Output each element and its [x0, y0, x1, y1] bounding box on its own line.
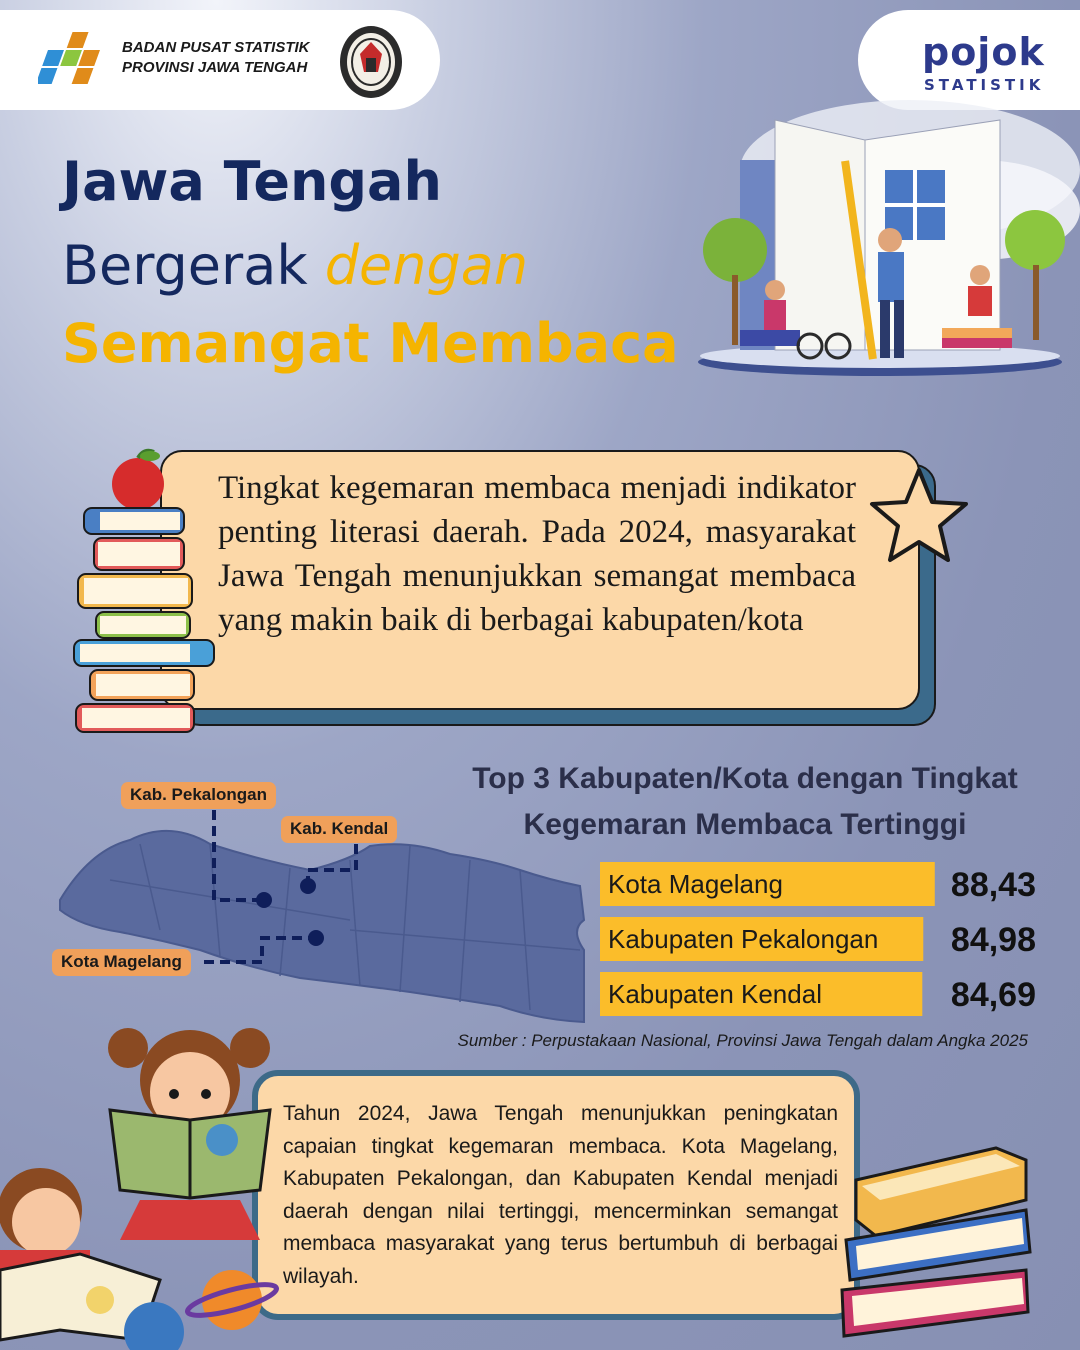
- intro-text: Tingkat kegemaran membaca menjadi indikator penting literasi daerah. Pada 2024, masyarakat Jawa Tengah menunjukkan semangat membaca yang makin baik di berbagai kabupaten/kota: [218, 470, 856, 638]
- summary-text: Tahun 2024, Jawa Tengah menunjukkan peningkatan capaian tingkat kegemaran membaca. Kota Magelang, Kabupaten Pekalongan, dan Kabupaten Kendal menjadi daerah dengan nilai tertinggi, mencerminkan semangat membaca masyarakat yang terus bertumbuh di berbagai wilayah.: [283, 1102, 838, 1288]
- title-line2-main: Bergerak: [62, 234, 325, 297]
- bar-value-label: 84,98: [950, 921, 1036, 959]
- title-line2-accent: dengan: [324, 234, 529, 297]
- org-name-line2: PROVINSI JAWA TENGAH: [122, 59, 308, 76]
- books-stack-icon: [70, 448, 220, 738]
- bar-value-label: 88,43: [950, 866, 1036, 904]
- page-title-line3: Semangat Membaca: [62, 312, 679, 375]
- books-stack-icon-right: [836, 1140, 1036, 1340]
- source-note: Sumber : Perpustakaan Nasional, Provinsi Jawa Tengah dalam Angka 2025: [457, 1031, 1028, 1050]
- page-title-line1: Jawa Tengah: [62, 150, 442, 213]
- map-label-magelang: Kota Magelang: [52, 949, 191, 976]
- brand-subtitle: STATISTIK: [924, 76, 1045, 94]
- org-name-line1: BADAN PUSAT STATISTIK: [122, 39, 310, 56]
- bar-value-label: 84,69: [950, 976, 1036, 1014]
- bar-category-label: Kabupaten Kendal: [608, 979, 822, 1009]
- star-icon: [866, 466, 972, 566]
- chart-title: Top 3 Kabupaten/Kota dengan Tingkat Kegemaran Membaca Tertinggi: [472, 762, 1018, 841]
- bar-category-label: Kabupaten Pekalongan: [608, 924, 879, 954]
- org-name: [122, 38, 310, 78]
- brand-word: pojok: [922, 30, 1045, 74]
- map-label-kendal: Kab. Kendal: [281, 816, 397, 843]
- undip-seal: [338, 24, 404, 100]
- map-label-pekalongan: Kab. Pekalongan: [121, 782, 276, 809]
- bps-logo: [38, 28, 114, 90]
- bar-chart: [596, 858, 1046, 1028]
- girl-reading-illustration: [0, 1010, 300, 1350]
- page-title-line2: [62, 234, 528, 297]
- brand-panel: [858, 10, 1080, 110]
- reading-people-illustration: [680, 100, 1080, 390]
- bar-category-label: Kota Magelang: [608, 869, 783, 899]
